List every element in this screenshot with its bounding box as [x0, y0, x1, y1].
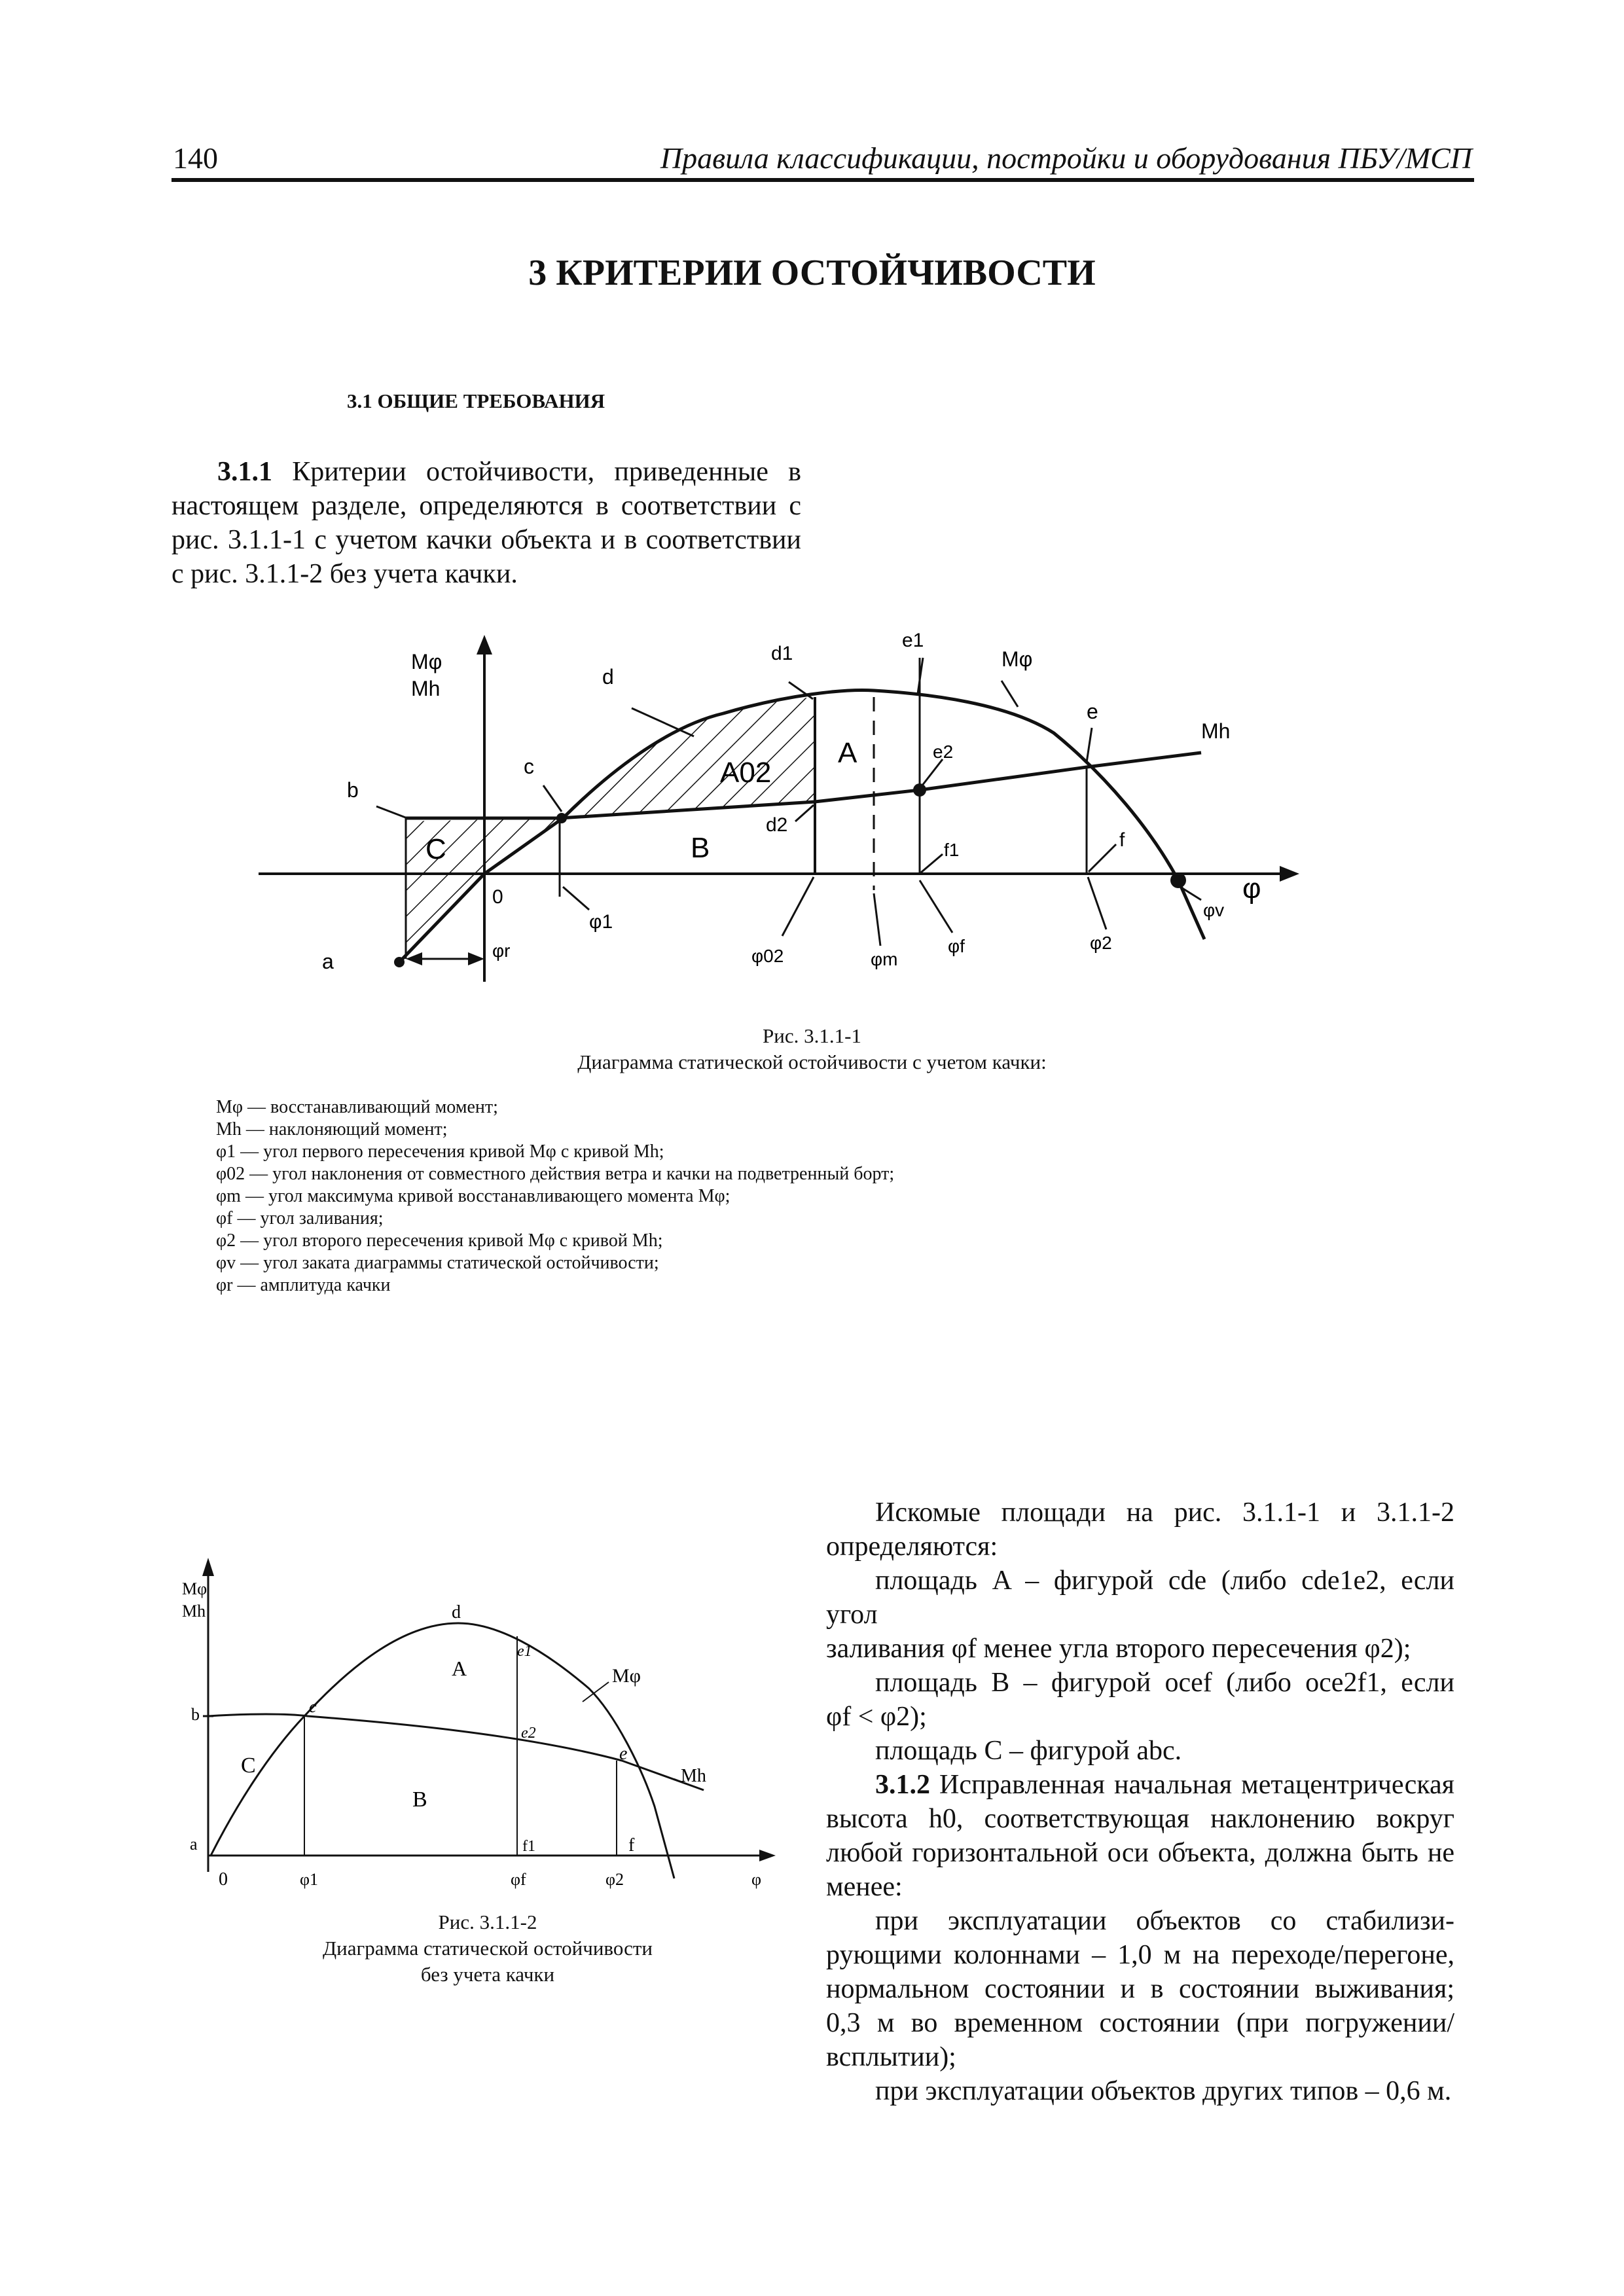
fig1-label: A02	[720, 757, 772, 789]
moment-axis-arrow	[202, 1558, 214, 1576]
fig1-label: 0	[492, 886, 503, 908]
fig1-label: d	[602, 665, 614, 689]
fig1-label: B	[691, 832, 710, 864]
fig2-label: Mh	[182, 1602, 206, 1621]
chapter-title: 3 КРИТЕРИИ ОСТОЙЧИВОСТИ	[528, 253, 1096, 293]
phi-axis-arrow	[759, 1850, 776, 1861]
text-line: заливания φf менее угла второго пересечения φ2);	[826, 1634, 1411, 1664]
fig1-label: d1	[771, 643, 793, 664]
fig1-label: e	[1087, 700, 1098, 723]
text-line: площадь B – фигурой ocef (либо oce2f1, если	[875, 1668, 1454, 1698]
text-line: высота h0, соответствующая наклонению вокруг	[826, 1804, 1454, 1834]
fig2-label: e1	[517, 1643, 532, 1660]
fig1-label: f1	[944, 840, 960, 860]
fig1-label: A	[838, 737, 857, 769]
legend-item: φ02 — угол наклонения от совместного действия ветра и качки на подветренный борт;	[216, 1164, 895, 1184]
paragraph-number: 3.1.2	[875, 1770, 930, 1800]
fig2-label: d	[452, 1602, 461, 1623]
fig2-label: e	[619, 1744, 628, 1764]
fig1-label: e1	[902, 630, 924, 651]
figure-2-caption-line: Диаграмма статической остойчивости	[322, 1937, 653, 1960]
fig2-label: B	[412, 1787, 427, 1812]
fig1-label: φ1	[589, 911, 613, 933]
running-title: Правила классификации, постройки и оборудования ПБУ/МСП	[660, 141, 1472, 175]
fig1-label: Mh	[1201, 719, 1231, 743]
fig2-label: 0	[219, 1869, 228, 1890]
fig1-label: φf	[948, 936, 965, 956]
text-line: площадь C – фигурой abc.	[875, 1736, 1182, 1766]
fig2-label: e2	[521, 1725, 536, 1742]
fig2-label: Mh	[681, 1766, 706, 1786]
fig2-label: φ1	[300, 1870, 319, 1889]
fig1-label: f	[1119, 829, 1125, 851]
text-line: Искомые площади на рис. 3.1.1-1 и 3.1.1-2	[875, 1498, 1454, 1528]
figure-1-caption-text: Диаграмма статической остойчивости с учетом качки:	[577, 1050, 1047, 1073]
legend-item: φm — угол максимума кривой восстанавливающего момента Mφ;	[216, 1186, 731, 1206]
text-line: при эксплуатации объектов других типов – 0,6 м.	[875, 2076, 1452, 2106]
fig1-label: c	[524, 755, 534, 778]
fig1-label: φ	[1242, 872, 1261, 905]
text-line: 0,3 м во временном состоянии (при погружении/	[826, 2008, 1454, 2038]
fig2-label: C	[241, 1753, 256, 1778]
fig2-label: φf	[511, 1870, 526, 1889]
fig1-label: d2	[766, 814, 788, 836]
mphi-curve	[211, 1623, 674, 1878]
fig2-label: φ	[751, 1870, 762, 1889]
fig1-label: Mh	[411, 677, 441, 700]
fig1-label: e2	[933, 742, 954, 762]
legend-item: Mφ — восстанавливающий момент;	[216, 1097, 498, 1117]
figure-2-caption-line: без учета качки	[420, 1963, 555, 1986]
para-line: рис. 3.1.1-1 с учетом качки объекта и в соответствии	[171, 525, 801, 555]
legend-item: φv — угол заката диаграммы статической остойчивости;	[216, 1253, 659, 1273]
text-line: нормальном состоянии и в состоянии выживания;	[826, 1974, 1454, 2004]
legend-item: φf — угол заливания;	[216, 1208, 384, 1229]
para-line: с рис. 3.1.1-2 без учета качки.	[171, 559, 518, 589]
figure-2-caption-title: Рис. 3.1.1-2	[438, 1910, 537, 1933]
para-line: настоящем разделе, определяются в соответствии с	[171, 491, 801, 521]
figure-1-caption-title: Рис. 3.1.1-1	[763, 1024, 861, 1047]
text-line: Исправленная начальная метацентрическая	[939, 1770, 1454, 1800]
fig1-label: C	[425, 833, 446, 865]
text-line: рующими колоннами – 1,0 м на переходе/перегоне,	[826, 1940, 1454, 1970]
fig2-label: f1	[522, 1838, 535, 1855]
fig1-label: a	[322, 950, 334, 973]
text-line: φf < φ2);	[826, 1702, 927, 1732]
mh-curve	[208, 1714, 704, 1790]
mphi-leader	[583, 1682, 609, 1702]
text-line: всплытии);	[826, 2042, 956, 2072]
fig1-label: Mφ	[411, 650, 442, 673]
fig2-label: b	[191, 1705, 200, 1724]
text-line: любой горизонтальной оси объекта, должна быть не	[826, 1838, 1454, 1868]
fig1-label: φr	[492, 941, 511, 961]
fig1-label: φv	[1203, 900, 1225, 920]
legend-item: φ1 — угол первого пересечения кривой Mφ с кривой Mh;	[216, 1141, 664, 1162]
text-line: при эксплуатации объектов со стабилизи-	[875, 1906, 1454, 1936]
page-number: 140	[173, 141, 218, 175]
fig1-label: Mφ	[1001, 647, 1033, 671]
fig2-label: c	[309, 1697, 317, 1716]
fig1-label: φ2	[1090, 933, 1112, 953]
para-line: Критерии остойчивости, приведенные в	[292, 457, 801, 487]
legend-item: φr — амплитуда качки	[216, 1275, 391, 1295]
legend-item: φ2 — угол второго пересечения кривой Mφ с кривой Mh;	[216, 1230, 663, 1251]
right-column-text	[826, 1496, 1454, 2108]
fig2-label: a	[190, 1835, 198, 1854]
fig1-label: φ02	[751, 946, 784, 966]
text-line: площадь A – фигурой cde (либо cde1e2, если угол	[826, 1566, 1454, 1630]
fig2-label: A	[452, 1657, 467, 1680]
fig1-label: φm	[871, 949, 898, 969]
paragraph-number: 3.1.1	[217, 457, 272, 487]
text-line: определяются:	[826, 1532, 998, 1562]
fig2-label: φ2	[605, 1870, 624, 1889]
legend-item: Mh — наклоняющий момент;	[216, 1119, 448, 1139]
figure-2-caption	[216, 1909, 759, 1988]
fig1-label: b	[347, 778, 359, 802]
text-line: менее:	[826, 1872, 903, 1902]
fig2-label: Mφ	[182, 1579, 208, 1598]
fig2-label: Mφ	[612, 1665, 641, 1687]
section-title: 3.1 ОБЩИЕ ТРЕБОВАНИЯ	[347, 389, 605, 412]
fig2-label: f	[628, 1835, 635, 1856]
